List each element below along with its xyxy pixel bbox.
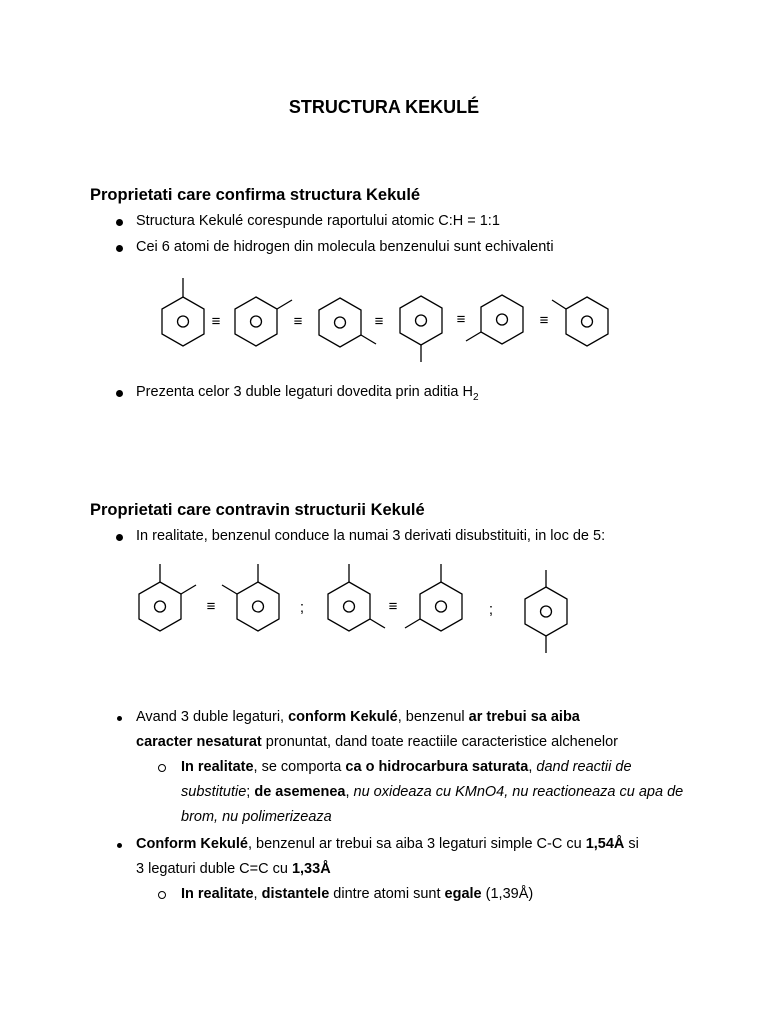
equivalence-symbol: ≡ [374,313,384,330]
benzene-ring-icon [466,295,523,344]
benzene-ring-icon [139,564,196,631]
benzene-ring-icon [525,570,567,653]
equivalence-symbol: ≡ [539,312,549,329]
s1-bullet-3: Prezenta celor 3 duble legaturi dovedita prin aditia $H_2$ [136,384,479,403]
benzene-ring-icon [328,564,385,631]
benzene-ring-icon [235,297,292,346]
benzene-ring-icon [552,297,608,346]
s1-bullet-1: Structura Kekulé corespunde raportului atomic C:H = 1:1 [136,213,500,229]
equivalence-symbol: ≡ [293,313,303,330]
equivalence-symbol: ≡ [388,598,398,615]
s1-bullet-2: Cei 6 atomi de hidrogen din molecula benzenului sunt echivalenti [136,239,554,255]
section2-heading: Proprietati care contravin structurii Kekulé [90,501,425,519]
benzene-ring-icon [222,564,279,631]
s2-subpoint-1: In realitate, se comporta ca o hidrocarbura saturata, dand reactii de substitutie; de asemenea, nu oxideaza cu KMnO4, nu reactioneaza cu apa de brom, nu polimerizeaza [181,759,684,825]
page-title: STRUCTURA KEKULÉ [288,97,480,117]
equivalence-symbol: ≡ [211,313,221,330]
s2-bullet-1: In realitate, benzenul conduce la numai 3 derivati disubstituiti, in loc de 5: [136,528,606,544]
equivalence-symbol: ≡ [456,311,466,328]
benzene-ring-icon [319,298,376,347]
benzene-ring-icon [405,564,462,631]
s2-paragraph-2: Conform Kekulé, benzenul ar trebui sa aiba 3 legaturi simple C-C cu 1,54Å si 3 legaturi duble C=C cu 1,33Å [136,836,639,877]
s2-paragraph-1: Avand 3 duble legaturi, conform Kekulé, benzenul ar trebui sa aiba caracter nesaturat pronuntat, dand toate reactiile caracteristice alchenelor [136,709,619,750]
benzene-ring-icon [400,296,442,362]
s2-subpoint-2: In realitate, distantele dintre atomi sunt egale (1,39Å) [181,886,534,902]
benzene-ring-icon [162,278,204,346]
section1-heading: Proprietati care confirma structura Kekulé [90,186,421,204]
semicolon: ; [488,601,494,618]
semicolon: ; [299,599,305,616]
equivalence-symbol: ≡ [206,598,216,615]
